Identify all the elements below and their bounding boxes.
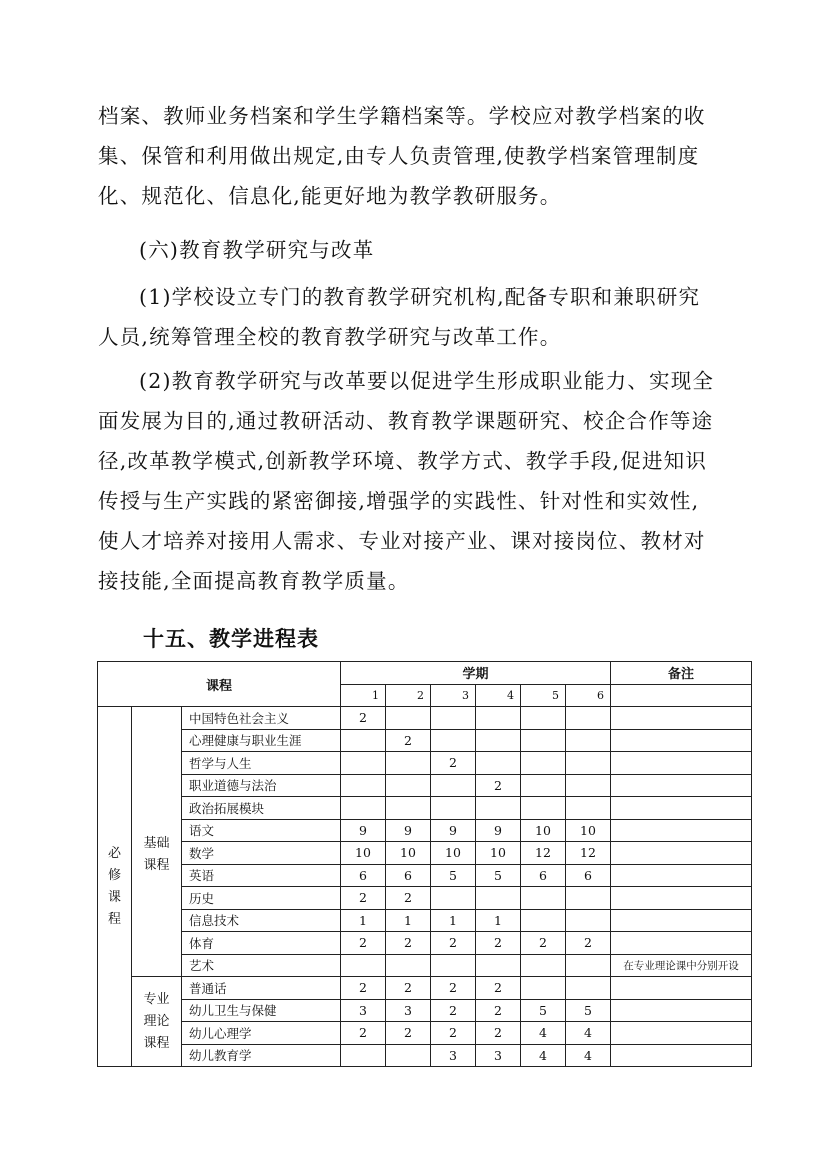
table-row (98, 774, 752, 797)
term-hours: 6 (521, 864, 566, 887)
term-hours (341, 797, 386, 820)
term-hours: 2 (476, 1022, 521, 1045)
term-header: 1 (341, 684, 386, 707)
category-char: 必 (107, 845, 121, 861)
paragraph-research-institution (98, 277, 738, 357)
note-cell (611, 999, 752, 1022)
note-header-blank (611, 684, 752, 707)
table-row (98, 977, 752, 1000)
term-hours (476, 954, 521, 977)
term-hours: 2 (476, 999, 521, 1022)
term-hours (521, 752, 566, 775)
term-hours: 2 (521, 932, 566, 955)
text-line: 传授与生产实践的紧密御接,增强学的实践性、针对性和实效性, (98, 489, 700, 513)
header-term: 学期 (341, 662, 611, 685)
term-hours: 5 (521, 999, 566, 1022)
term-hours: 3 (341, 999, 386, 1022)
subheading-research-reform (98, 230, 738, 270)
term-hours (521, 977, 566, 1000)
term-hours: 2 (341, 1022, 386, 1045)
term-hours (566, 887, 611, 910)
term-hours: 2 (431, 999, 476, 1022)
text-line: 径,改革教学模式,创新教学环境、教学方式、教学手段,促进知识 (98, 449, 708, 473)
paragraph-archives (98, 96, 738, 216)
term-hours (566, 977, 611, 1000)
term-hours: 2 (386, 1022, 431, 1045)
header-course: 课程 (98, 662, 341, 707)
note-cell (611, 909, 752, 932)
term-hours: 2 (386, 887, 431, 910)
term-hours: 1 (476, 909, 521, 932)
term-hours (566, 954, 611, 977)
term-hours: 12 (521, 842, 566, 865)
text-line: 化、规范化、信息化,能更好地为教学教研服务。 (98, 184, 562, 208)
text-line: 面发展为目的,通过教研活动、教育教学课题研究、校企合作等途 (98, 409, 714, 433)
course-name: 职业道德与法治 (182, 774, 341, 797)
term-hours (476, 797, 521, 820)
term-hours (386, 954, 431, 977)
note-cell: 在专业理论课中分别开设 (611, 954, 752, 977)
term-hours: 9 (341, 819, 386, 842)
table-row (98, 819, 752, 842)
course-name: 心理健康与职业生涯 (182, 729, 341, 752)
term-hours (431, 954, 476, 977)
term-hours (476, 752, 521, 775)
note-cell (611, 774, 752, 797)
term-hours: 2 (341, 887, 386, 910)
term-hours (521, 954, 566, 977)
term-header: 4 (476, 684, 521, 707)
course-name: 中国特色社会主义 (182, 707, 341, 730)
header-note: 备注 (611, 662, 752, 685)
text-line: 档案、教师业务档案和学生学籍档案等。学校应对教学档案的收 (98, 104, 706, 128)
note-cell (611, 1022, 752, 1045)
term-hours (476, 707, 521, 730)
table-body (98, 662, 752, 1067)
subheading-text: (六)教育教学研究与改革 (139, 238, 375, 262)
term-header: 2 (386, 684, 431, 707)
course-name: 历史 (182, 887, 341, 910)
term-hours: 2 (476, 977, 521, 1000)
term-hours (341, 954, 386, 977)
group-label-cell (132, 707, 182, 977)
term-hours: 2 (341, 707, 386, 730)
term-hours (521, 797, 566, 820)
term-hours (341, 752, 386, 775)
term-hours (341, 729, 386, 752)
term-hours: 5 (431, 864, 476, 887)
note-cell (611, 1044, 752, 1067)
term-hours: 4 (521, 1044, 566, 1067)
term-hours (431, 729, 476, 752)
term-hours (521, 909, 566, 932)
table-row (98, 932, 752, 955)
term-hours: 6 (566, 864, 611, 887)
table-row (98, 1022, 752, 1045)
table-row (98, 752, 752, 775)
course-name: 幼儿教育学 (182, 1044, 341, 1067)
term-hours: 4 (566, 1022, 611, 1045)
term-hours (566, 909, 611, 932)
term-hours: 10 (431, 842, 476, 865)
note-cell (611, 707, 752, 730)
term-header: 6 (566, 684, 611, 707)
term-hours: 10 (386, 842, 431, 865)
term-hours (341, 1044, 386, 1067)
table-row (98, 999, 752, 1022)
term-hours: 2 (386, 729, 431, 752)
term-hours (386, 752, 431, 775)
note-cell (611, 842, 752, 865)
term-hours: 10 (521, 819, 566, 842)
course-name: 幼儿卫生与保健 (182, 999, 341, 1022)
term-hours: 2 (431, 977, 476, 1000)
term-hours: 3 (386, 999, 431, 1022)
note-cell (611, 864, 752, 887)
text-line: 使人才培养对接用人需求、专业对接产业、课对接岗位、教材对 (98, 529, 706, 553)
term-hours (386, 774, 431, 797)
course-name: 哲学与人生 (182, 752, 341, 775)
term-hours (386, 797, 431, 820)
course-name: 体育 (182, 932, 341, 955)
note-cell (611, 887, 752, 910)
table-row (98, 954, 752, 977)
term-hours (566, 707, 611, 730)
table-row (98, 729, 752, 752)
table-row (98, 909, 752, 932)
text-line: 人员,统筹管理全校的教育教学研究与改革工作。 (98, 325, 562, 349)
term-hours: 2 (386, 977, 431, 1000)
category-char: 课 (107, 889, 121, 905)
term-hours (386, 707, 431, 730)
term-hours: 1 (431, 909, 476, 932)
term-hours (521, 887, 566, 910)
term-hours: 1 (386, 909, 431, 932)
text-line: 接技能,全面提高教育教学质量。 (98, 569, 410, 593)
term-hours (431, 774, 476, 797)
table-row (98, 887, 752, 910)
note-cell (611, 797, 752, 820)
course-name: 政治拓展模块 (182, 797, 341, 820)
group-label-text: 课程 (143, 1035, 170, 1051)
teaching-schedule-table (97, 661, 752, 1067)
term-hours: 1 (341, 909, 386, 932)
term-hours: 2 (431, 1022, 476, 1045)
term-hours: 4 (521, 1022, 566, 1045)
term-hours (521, 774, 566, 797)
group-label-text: 基础 (143, 835, 170, 851)
term-hours: 10 (566, 819, 611, 842)
course-name: 艺术 (182, 954, 341, 977)
group-label-text: 专业 (143, 991, 170, 1007)
category-char: 程 (107, 911, 121, 927)
term-hours (476, 887, 521, 910)
term-hours (341, 774, 386, 797)
course-name: 语文 (182, 819, 341, 842)
section-title: 十五、教学进程表 (143, 627, 319, 651)
term-hours (566, 729, 611, 752)
term-hours: 10 (476, 842, 521, 865)
term-hours: 3 (431, 1044, 476, 1067)
term-hours: 10 (341, 842, 386, 865)
term-hours: 2 (341, 932, 386, 955)
text-line: 集、保管和利用做出规定,由专人负责管理,使教学档案管理制度 (98, 144, 700, 168)
term-hours (431, 887, 476, 910)
term-hours: 2 (431, 752, 476, 775)
term-hours: 2 (341, 977, 386, 1000)
table-row (98, 864, 752, 887)
term-hours (521, 729, 566, 752)
term-hours: 6 (386, 864, 431, 887)
term-hours (476, 729, 521, 752)
term-hours (431, 797, 476, 820)
term-hours: 9 (386, 819, 431, 842)
category-char: 修 (107, 867, 121, 883)
paragraph-research-goals (98, 361, 738, 601)
term-header: 3 (431, 684, 476, 707)
term-hours: 9 (431, 819, 476, 842)
table-row (98, 842, 752, 865)
course-name: 数学 (182, 842, 341, 865)
term-hours: 2 (431, 932, 476, 955)
term-header: 5 (521, 684, 566, 707)
term-hours: 2 (566, 932, 611, 955)
table-row (98, 797, 752, 820)
term-hours (386, 1044, 431, 1067)
term-hours: 5 (476, 864, 521, 887)
note-cell (611, 977, 752, 1000)
term-hours (566, 774, 611, 797)
table-header-row (98, 662, 752, 685)
course-name: 普通话 (182, 977, 341, 1000)
text-line: (2)教育教学研究与改革要以促进学生形成职业能力、实现全 (139, 369, 715, 393)
term-hours: 2 (476, 932, 521, 955)
group-label-cell (132, 977, 182, 1067)
term-hours (566, 752, 611, 775)
term-hours: 3 (476, 1044, 521, 1067)
course-name: 信息技术 (182, 909, 341, 932)
term-hours (566, 797, 611, 820)
group-label-text: 课程 (143, 857, 170, 873)
table-row (98, 707, 752, 730)
term-hours: 5 (566, 999, 611, 1022)
course-name: 幼儿心理学 (182, 1022, 341, 1045)
text-line: (1)学校设立专门的教育教学研究机构,配备专职和兼职研究 (139, 285, 701, 309)
term-hours: 4 (566, 1044, 611, 1067)
note-cell (611, 729, 752, 752)
term-hours: 2 (476, 774, 521, 797)
term-hours: 9 (476, 819, 521, 842)
course-name: 英语 (182, 864, 341, 887)
group-label-text: 理论 (143, 1013, 170, 1029)
table-row (98, 1044, 752, 1067)
note-cell (611, 932, 752, 955)
note-cell (611, 819, 752, 842)
term-hours (521, 707, 566, 730)
term-hours (431, 707, 476, 730)
note-cell (611, 752, 752, 775)
term-hours: 2 (386, 932, 431, 955)
term-hours: 12 (566, 842, 611, 865)
category-cell (98, 707, 132, 1067)
term-hours: 6 (341, 864, 386, 887)
